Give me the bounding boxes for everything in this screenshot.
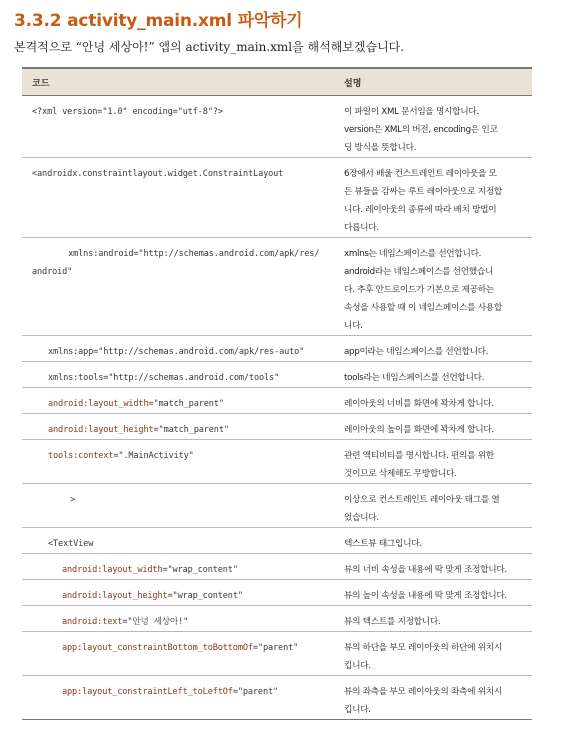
code-cell [22,158,332,238]
header-code: 코드 [22,68,332,96]
code-cell [22,388,332,414]
description-line: 다릅니다. [344,223,379,233]
table-row [22,606,532,632]
table-row [22,632,532,676]
table-row [22,362,532,388]
table-row [22,484,532,528]
description-cell [332,440,532,484]
code-line: android:text="안녕 세상아!" [62,617,189,627]
description-line: 이상으로 컨스트레인트 레이아웃 태그를 열 [344,495,500,505]
code-line: android:layout_width="match_parent" [48,399,224,409]
description-line: 킵니다. [344,661,371,671]
description-line: 관련 액티비티를 명시합니다. 편의를 위한 [344,451,494,461]
description-cell [332,580,532,606]
code-line: > [70,495,76,505]
description-line: 딩 방식을 뜻합니다. [344,143,417,153]
header-description: 설명 [332,68,532,96]
description-line: 속성을 사용할 때 이 네임스페이스를 사용합 [344,303,502,313]
description-line: 뷰의 너비 속성을 내용에 딱 맞게 조정합니다. [344,565,507,575]
code-cell [22,632,332,676]
description-line: 뷰의 하단을 부모 레이아웃의 하단에 위치시 [344,643,502,653]
code-line: <androidx.constraintlayout.widget.ConstraintLayout [32,169,284,179]
description-cell [332,388,532,414]
code-line: xmlns:android="http://schemas.android.com/apk/res/ [48,249,320,259]
table-body [22,96,532,720]
table-row [22,414,532,440]
code-line: <TextView [48,539,94,549]
description-cell [332,336,532,362]
description-line: 었습니다. [344,513,379,523]
code-cell [22,676,332,720]
table-header-row [22,68,532,96]
description-cell [332,554,532,580]
code-cell [22,484,332,528]
code-line: android:layout_height="wrap_content" [62,591,243,601]
code-cell [22,580,332,606]
description-cell [332,238,532,336]
description-cell [332,96,532,158]
description-line: 뷰의 텍스트를 지정합니다. [344,617,441,627]
code-cell [22,96,332,158]
description-line: 것이므로 삭제해도 무방합니다. [344,469,457,479]
description-line: tools라는 네임스페이스를 선언합니다. [344,373,485,383]
code-cell [22,554,332,580]
description-line: 뷰의 좌측을 부모 레이아웃의 좌측에 위치시 [344,687,502,697]
code-line: app:layout_constraintLeft_toLeftOf="parent" [62,687,279,697]
code-line: android" [32,267,73,277]
description-cell [332,632,532,676]
table-row [22,388,532,414]
description-cell [332,484,532,528]
code-line: android:layout_height="match_parent" [48,425,229,435]
code-cell [22,362,332,388]
table-row [22,554,532,580]
code-line: app:layout_constraintBottom_toBottomOf="parent" [62,643,299,653]
description-line: xmlns는 네임스페이스를 선언합니다. [344,249,482,259]
description-line: 킵니다. [344,705,371,715]
description-line: version은 XML의 버전, encoding은 인코 [344,125,498,135]
description-cell [332,362,532,388]
code-cell [22,336,332,362]
description-line: 이 파일이 XML 문서임을 명시합니다. [344,107,479,117]
description-line: 레이아웃의 너비를 화면에 꽉차게 합니다. [344,399,494,409]
table-row [22,158,532,238]
description-line: 니다. [344,321,363,331]
section-heading: 3.3.2 activity_main.xml 파악하기 [14,11,303,31]
table-row [22,336,532,362]
intro-paragraph: 본격적으로 “안녕 세상아!” 앱의 activity_main.xml을 해석해보겠습니다. [14,40,405,54]
description-line: 니다. 레이아웃의 종류에 따라 배치 방법이 [344,205,497,215]
description-line: 텍스트뷰 태그입니다. [344,539,422,549]
description-line: 6장에서 배울 컨스트레인트 레이아웃을 모 [344,169,497,179]
description-line: 다. 추후 안드로이드가 기본으로 제공하는 [344,285,494,295]
code-line: android:layout_width="wrap_content" [62,565,238,575]
code-line: xmlns:tools="http://schemas.android.com/tools" [48,373,280,383]
code-explanation-table [22,67,532,720]
description-line: 레이아웃의 높이를 화면에 꽉차게 합니다. [344,425,494,435]
code-line: tools:context=".MainActivity" [48,451,194,461]
table-row [22,676,532,720]
description-cell [332,528,532,554]
table-row [22,528,532,554]
table-row [22,96,532,158]
table-row [22,440,532,484]
code-cell [22,440,332,484]
description-cell [332,414,532,440]
table-row [22,580,532,606]
code-line: xmlns:app="http://schemas.android.com/apk/res-auto" [48,347,305,357]
description-line: 뷰의 높이 속성을 내용에 딱 맞게 조정합니다. [344,591,507,601]
description-cell [332,606,532,632]
code-cell [22,414,332,440]
description-cell [332,158,532,238]
description-line: app이라는 네임스페이스를 선언합니다. [344,347,489,357]
description-line: 든 뷰들을 감싸는 루트 레이아웃으로 지정합 [344,187,502,197]
code-cell [22,238,332,336]
description-cell [332,676,532,720]
code-cell [22,528,332,554]
code-line: <?xml version="1.0" encoding="utf-8"?> [32,107,223,117]
table-row [22,238,532,336]
code-cell [22,606,332,632]
description-line: android라는 네임스페이스를 선언했습니 [344,267,494,277]
